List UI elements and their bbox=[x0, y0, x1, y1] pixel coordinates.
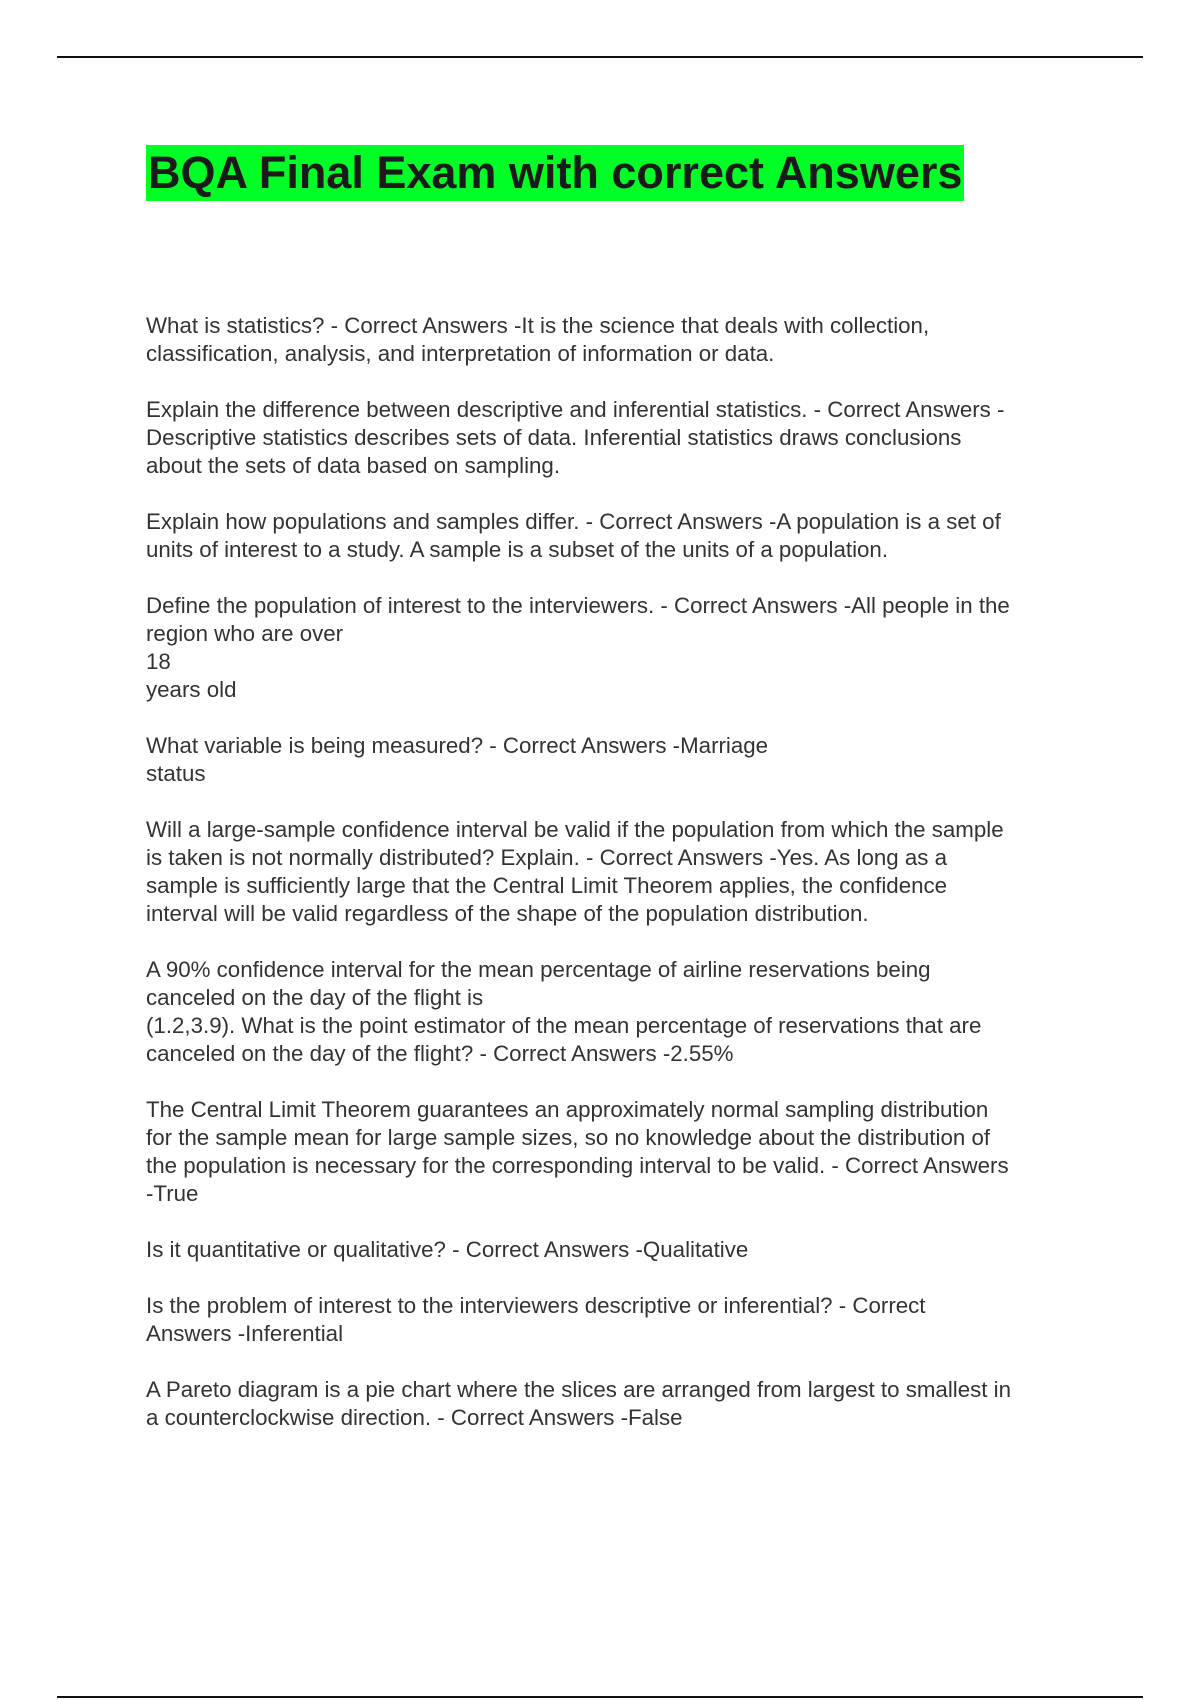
qa-item: What variable is being measured? - Correct Answers -Marriage status bbox=[146, 733, 769, 786]
qa-list bbox=[146, 312, 1096, 1432]
qa-item: Is the problem of interest to the interviewers descriptive or inferential? - Correct Answers -Inferential bbox=[146, 1293, 926, 1346]
document-body bbox=[146, 145, 1096, 1460]
qa-item: Explain the difference between descriptive and inferential statistics. - Correct Answers - Descriptive statistics describes sets of data. Inferential statistics draws conclusions about the sets of data based on sampling. bbox=[146, 397, 1005, 478]
qa-item: Define the population of interest to the interviewers. - Correct Answers -All people in the region who are over 18 years old bbox=[146, 593, 1010, 702]
qa-item: Is it quantitative or qualitative? - Correct Answers -Qualitative bbox=[146, 1237, 749, 1262]
qa-item: What is statistics? - Correct Answers -It is the science that deals with collection, classification, analysis, and interpretation of information or data. bbox=[146, 313, 930, 366]
qa-item: A 90% confidence interval for the mean percentage of airline reservations being canceled on the day of the flight is (1.2,3.9). What is the point estimator of the mean percentage of reservations that are canceled on the day of the flight? - Correct Answers -2.55% bbox=[146, 957, 982, 1066]
qa-item: The Central Limit Theorem guarantees an approximately normal sampling distribution for the sample mean for large sample sizes, so no knowledge about the distribution of the population is necessary for the corresponding interval to be valid. - Correct Answers -True bbox=[146, 1097, 1009, 1206]
bottom-divider bbox=[57, 1696, 1143, 1698]
qa-item: A Pareto diagram is a pie chart where the slices are arranged from largest to smallest in a counterclockwise direction. - Correct Answers -False bbox=[146, 1377, 1012, 1430]
qa-item: Will a large-sample confidence interval be valid if the population from which the sample is taken is not normally distributed? Explain. - Correct Answers -Yes. As long as a sample is sufficiently large that the Central Limit Theorem applies, the confidence interval will be valid regardless of the shape of the population distribution. bbox=[146, 817, 1004, 926]
qa-item: Explain how populations and samples differ. - Correct Answers -A population is a set of units of interest to a study. A sample is a subset of the units of a population. bbox=[146, 509, 1001, 562]
top-divider bbox=[57, 56, 1143, 58]
document-title: BQA Final Exam with correct Answers bbox=[146, 145, 964, 201]
